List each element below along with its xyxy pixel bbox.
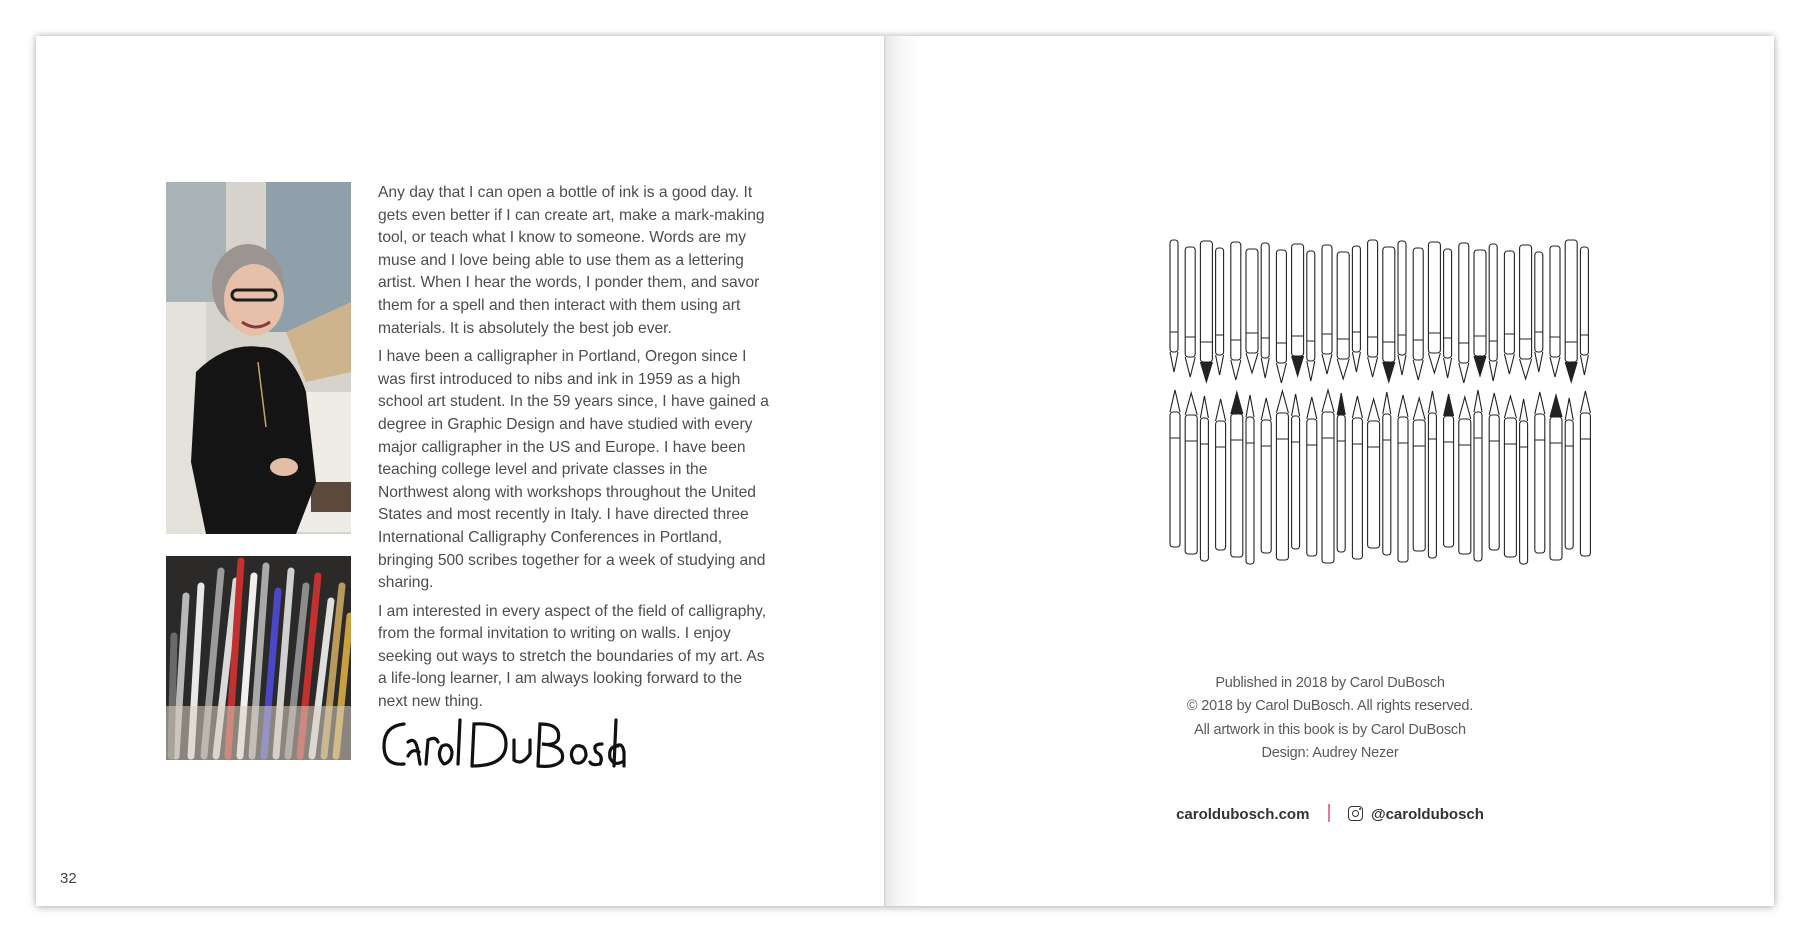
pen-top xyxy=(1216,248,1224,375)
page-number: 32 xyxy=(60,870,77,887)
website-link[interactable]: caroldubosch.com xyxy=(1176,806,1310,823)
pen-bottom xyxy=(1413,398,1425,551)
pen-bottom xyxy=(1398,395,1408,562)
pen-bottom xyxy=(1565,398,1573,549)
pen-bottom xyxy=(1170,390,1180,547)
pen-top xyxy=(1276,250,1286,383)
pen-top xyxy=(1307,251,1315,381)
book-spread xyxy=(36,36,1774,906)
bio-paragraph-2: I have been a calligrapher in Portland, Oregon since I was first introduced to nibs and ink in 1959 as a high school art student. In the 59 years since, I have gained a degree in Graphic Design and have studied with every major calligrapher in the US and Europe. I have been teaching college level and private classes in the Northwest along with workshops throughout the United States and most recently in Italy. I have directed three International Calligraphy Conferences in Portland, bringing 500 scribes together for a week of studying and sharing. xyxy=(378,348,769,592)
separator xyxy=(1328,804,1330,822)
pen-bottom xyxy=(1231,392,1243,557)
pen-bottom xyxy=(1489,393,1499,550)
pen-bottom xyxy=(1550,395,1562,560)
pen-top xyxy=(1246,249,1258,373)
pen-bottom xyxy=(1200,396,1208,561)
pen-bottom xyxy=(1185,393,1197,554)
bio-paragraph-3: I am interested in every aspect of the field of calligraphy, from the formal invitation to writing on walls. I enjoy seeking out ways to stretch the boundaries of my art. As a life-long learner, I am always looking forward to the next new thing. xyxy=(378,602,767,711)
pen-top xyxy=(1474,250,1486,376)
bio-text xyxy=(378,182,773,720)
pen-top xyxy=(1504,251,1514,374)
pen-top xyxy=(1261,243,1269,378)
pen-bottom xyxy=(1428,391,1436,558)
pen-bottom xyxy=(1459,397,1471,554)
pen-top xyxy=(1383,247,1395,382)
pen-bottom xyxy=(1444,394,1454,547)
bio-paragraph-1: Any day that I can open a bottle of ink is a good day. It gets even better if I can create art, make a mark-making tool, or teach what I know to someone. Words are my muse and I love being able to use them as a lettering artist. When I hear the words, I ponder them, and savor them for a spell and then interact with them using art materials. It is absolutely the best job ever. xyxy=(378,184,765,337)
pen-bottom xyxy=(1352,396,1362,559)
pen-top xyxy=(1413,248,1423,380)
pen-bottom xyxy=(1322,390,1334,563)
colophon-line-3: All artwork in this book is by Carol DuBosch xyxy=(1194,721,1466,738)
pen-bottom xyxy=(1520,399,1528,564)
pen-bottom xyxy=(1216,399,1226,550)
pen-top xyxy=(1292,244,1304,376)
pen-top xyxy=(1489,244,1497,381)
pen-top xyxy=(1231,242,1241,380)
pen-top xyxy=(1337,252,1349,379)
pen-bottom xyxy=(1292,394,1300,549)
pen-top xyxy=(1200,241,1212,382)
pen-bottom xyxy=(1383,392,1391,555)
portrait-photo xyxy=(166,182,351,534)
pen-bottom xyxy=(1276,391,1288,560)
colophon-line-4: Design: Audrey Nezer xyxy=(1261,744,1399,761)
pen-bottom xyxy=(1368,399,1380,548)
instagram-icon xyxy=(1348,806,1363,821)
pen-bottom xyxy=(1504,396,1516,557)
pen-line-art xyxy=(1164,232,1594,572)
pen-bottom xyxy=(1580,391,1590,556)
right-page xyxy=(886,36,1774,906)
pen-top xyxy=(1550,246,1560,377)
pens-jar-photo xyxy=(166,556,351,760)
pen-bottom xyxy=(1246,395,1254,564)
pen-bottom xyxy=(1337,393,1345,552)
pen-bottom xyxy=(1535,392,1545,553)
colophon-line-2: © 2018 by Carol DuBosch. All rights reserved. xyxy=(1186,698,1474,715)
instagram-handle[interactable]: @caroldubosch xyxy=(1370,806,1484,823)
pen-bottom xyxy=(1307,397,1317,556)
pen-top xyxy=(1322,245,1332,374)
pen-top xyxy=(1368,240,1378,377)
pen-bottom xyxy=(1261,398,1271,553)
left-page xyxy=(36,36,886,906)
pen-bottom xyxy=(1474,390,1482,561)
pen-top xyxy=(1428,242,1440,373)
colophon-line-1: Published in 2018 by Carol DuBosch xyxy=(1215,675,1445,691)
contact-line xyxy=(886,806,1774,824)
signature xyxy=(378,712,628,774)
pen-top xyxy=(1185,247,1195,377)
pen-top xyxy=(1352,246,1360,372)
pen-top xyxy=(1170,240,1178,372)
pen-top xyxy=(1520,245,1532,379)
pen-top xyxy=(1535,252,1543,372)
pen-top xyxy=(1565,240,1577,382)
pen-top xyxy=(1398,241,1406,375)
pen-top xyxy=(1580,247,1588,375)
colophon xyxy=(886,672,1774,765)
pen-top xyxy=(1459,243,1469,383)
pen-top xyxy=(1444,249,1452,378)
